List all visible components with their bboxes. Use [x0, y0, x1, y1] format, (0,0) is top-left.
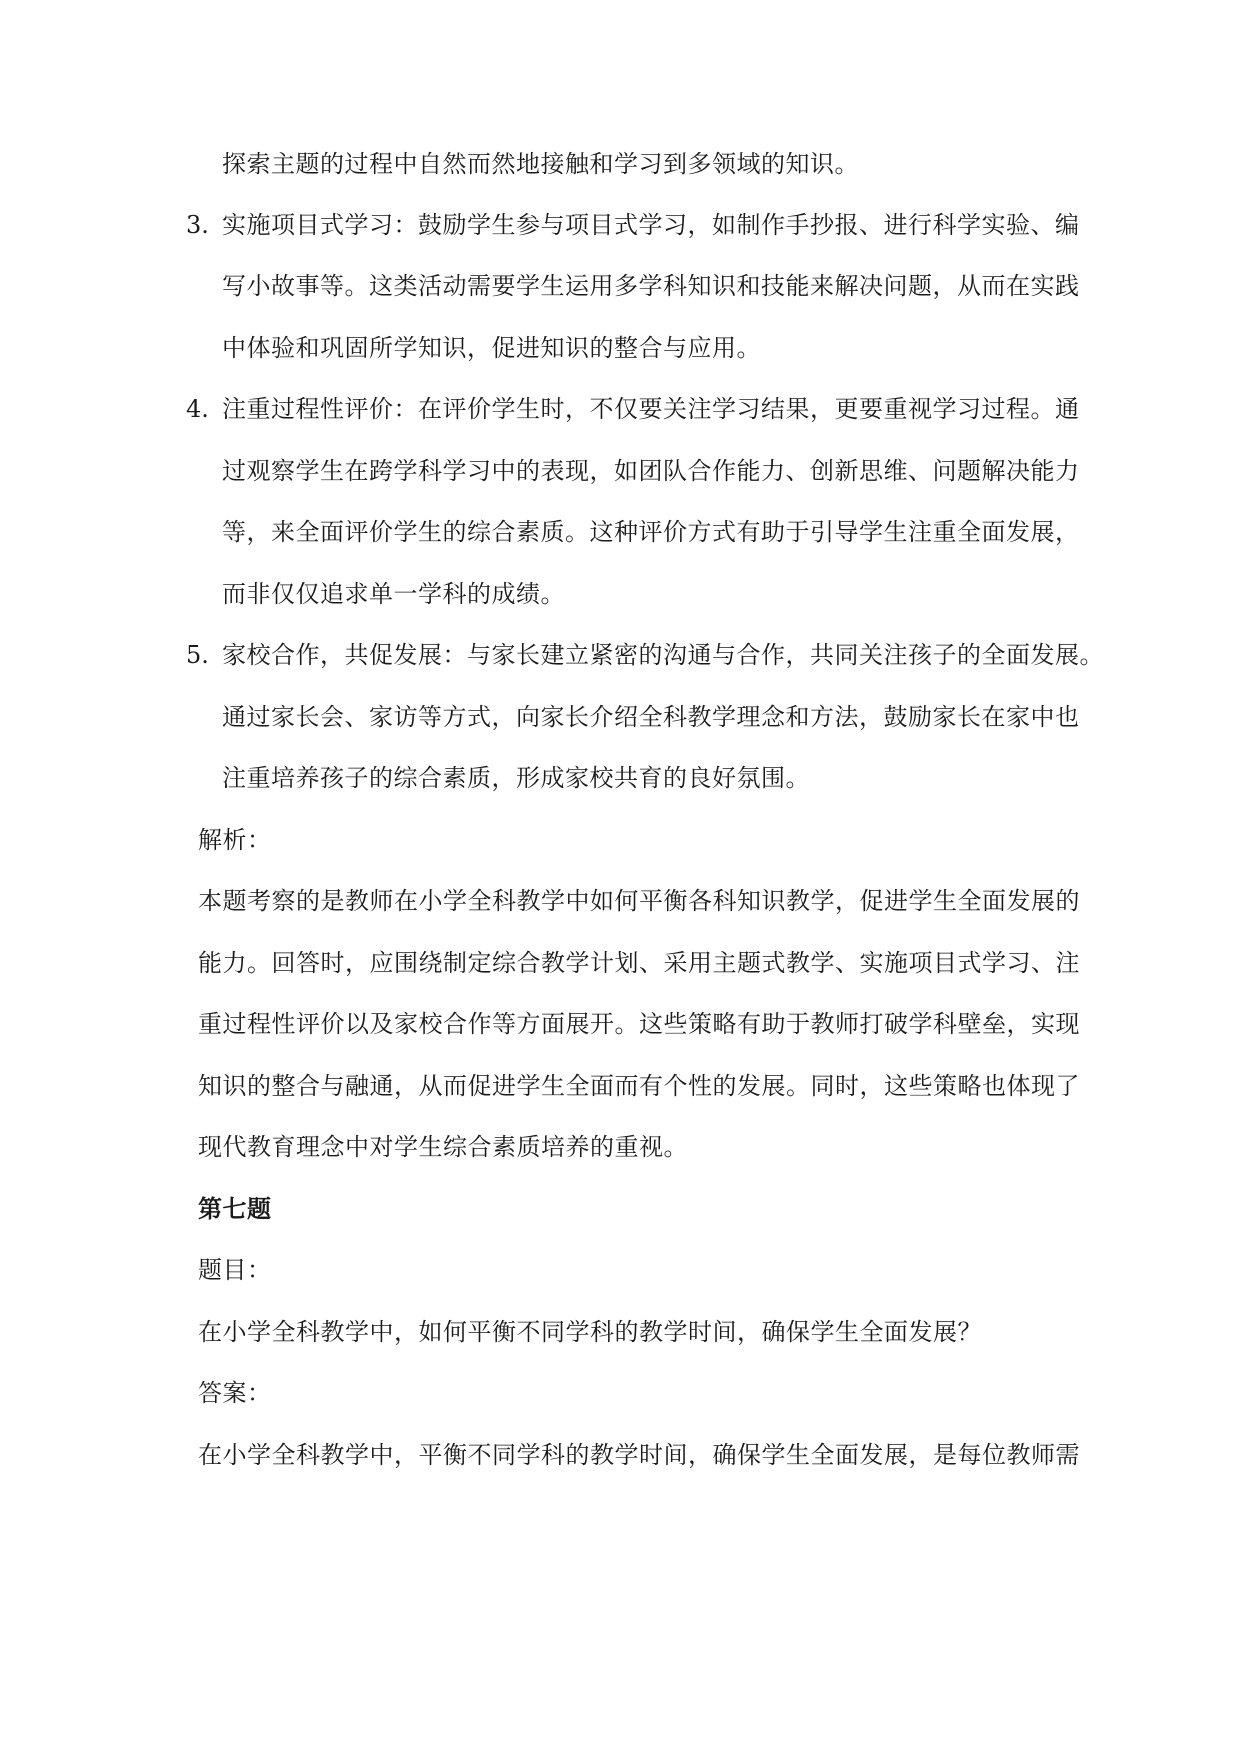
list-item-3-line-3: 中体验和巩固所学知识，促进知识的整合与应用。 [222, 334, 761, 362]
list-item-4-line-2: 过观察学生在跨学科学习中的表现，如团队合作能力、创新思维、问题解决能力 [222, 457, 1080, 485]
list-item-3-line-1: 实施项目式学习：鼓励学生参与项目式学习，如制作手抄报、进行科学实验、编 [222, 211, 1080, 239]
question-7-heading: 第七题 [198, 1194, 272, 1223]
analysis-line-3: 重过程性评价以及家校合作等方面展开。这些策略有助于教师打破学科壁垒，实现 [198, 1010, 1080, 1038]
list-item-2-continuation: 探索主题的过程中自然而然地接触和学习到多领域的知识。 [222, 150, 859, 178]
list-item-5-line-1: 家校合作，共促发展：与家长建立紧密的沟通与合作，共同关注孩子的全面发展。 [222, 641, 1104, 669]
list-item-5-number: 5. [186, 641, 209, 669]
analysis-line-5: 现代教育理念中对学生综合素质培养的重视。 [198, 1133, 688, 1161]
question-text: 在小学全科教学中，如何平衡不同学科的教学时间，确保学生全面发展？ [198, 1318, 982, 1346]
answer-text: 在小学全科教学中，平衡不同学科的教学时间，确保学生全面发展，是每位教师需 [198, 1441, 1080, 1469]
list-item-3-number: 3. [186, 211, 209, 239]
answer-label: 答案： [198, 1379, 272, 1407]
analysis-line-1: 本题考察的是教师在小学全科教学中如何平衡各科知识教学，促进学生全面发展的 [198, 887, 1080, 915]
list-item-4-line-4: 而非仅仅追求单一学科的成绩。 [222, 580, 565, 608]
list-item-5-line-2: 通过家长会、家访等方式，向家长介绍全科教学理念和方法，鼓励家长在家中也 [222, 703, 1080, 731]
analysis-line-2: 能力。回答时，应围绕制定综合教学计划、采用主题式教学、实施项目式学习、注 [198, 949, 1080, 977]
list-item-4-line-1: 注重过程性评价：在评价学生时，不仅要关注学习结果，更要重视学习过程。通 [222, 395, 1080, 423]
question-label: 题目： [198, 1256, 272, 1284]
list-item-4-line-3: 等，来全面评价学生的综合素质。这种评价方式有助于引导学生注重全面发展， [222, 518, 1080, 546]
list-item-3-line-2: 写小故事等。这类活动需要学生运用多学科知识和技能来解决问题，从而在实践 [222, 272, 1080, 300]
analysis-label: 解析： [198, 826, 272, 854]
analysis-line-4: 知识的整合与融通，从而促进学生全面而有个性的发展。同时，这些策略也体现了 [198, 1072, 1080, 1100]
list-item-5-line-3: 注重培养孩子的综合素质，形成家校共育的良好氛围。 [222, 764, 810, 792]
list-item-4-number: 4. [186, 395, 209, 423]
